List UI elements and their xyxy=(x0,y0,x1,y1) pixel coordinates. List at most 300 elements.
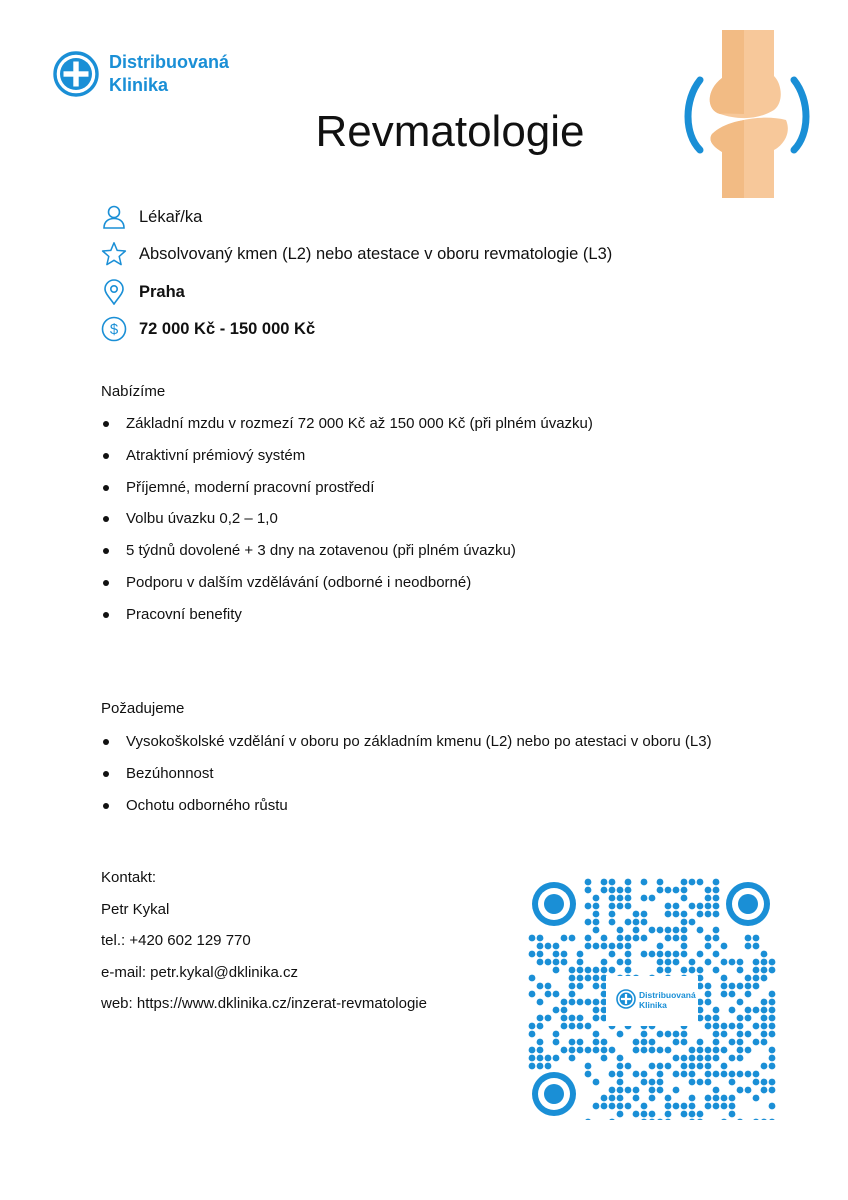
qr-module xyxy=(705,1095,712,1102)
qr-module xyxy=(673,1039,680,1046)
qr-module xyxy=(705,935,712,942)
qr-module xyxy=(625,935,632,942)
qr-module xyxy=(585,919,592,926)
qr-module xyxy=(641,1039,648,1046)
qr-module xyxy=(569,991,576,998)
qr-module xyxy=(609,1047,616,1054)
qr-module xyxy=(625,943,632,950)
qr-module xyxy=(569,1055,576,1062)
qr-module xyxy=(753,959,760,966)
qr-module xyxy=(665,1111,672,1118)
list-item: Bezúhonnost xyxy=(101,765,712,797)
qr-module xyxy=(681,919,688,926)
qr-module xyxy=(561,999,568,1006)
qr-module xyxy=(681,1055,688,1062)
qr-module xyxy=(665,927,672,934)
qr-module xyxy=(697,1079,704,1086)
qr-module xyxy=(633,1087,640,1094)
qr-module xyxy=(737,1039,744,1046)
qr-module xyxy=(577,1047,584,1054)
qr-module xyxy=(593,1103,600,1110)
qr-module xyxy=(641,879,648,886)
qr-module xyxy=(561,959,568,966)
qr-module xyxy=(585,999,592,1006)
qr-module xyxy=(713,887,720,894)
qr-module xyxy=(713,879,720,886)
qr-module xyxy=(537,1039,544,1046)
qr-module xyxy=(713,1039,720,1046)
qr-module xyxy=(665,887,672,894)
qr-module xyxy=(745,1015,752,1022)
qr-module xyxy=(601,879,608,886)
qr-module xyxy=(729,1007,736,1014)
qr-module xyxy=(617,959,624,966)
qualification-row xyxy=(101,240,612,268)
qr-module xyxy=(617,1087,624,1094)
qr-module xyxy=(753,1007,760,1014)
qr-module xyxy=(673,1087,680,1094)
qr-module xyxy=(569,983,576,990)
qr-module xyxy=(561,1007,568,1014)
qr-module xyxy=(729,1095,736,1102)
qr-module xyxy=(681,1039,688,1046)
qr-module xyxy=(601,935,608,942)
clinic-cross-icon xyxy=(52,50,100,98)
location-text: Praha xyxy=(139,282,185,301)
qr-module xyxy=(609,919,616,926)
qr-module xyxy=(593,927,600,934)
qr-module xyxy=(609,903,616,910)
qr-module xyxy=(569,1023,576,1030)
qr-module xyxy=(641,1119,648,1120)
qr-module xyxy=(585,935,592,942)
contact-web[interactable]: web: https://www.dklinika.cz/inzerat-revmatologie xyxy=(101,995,427,1012)
qr-module xyxy=(561,935,568,942)
qr-module xyxy=(641,919,648,926)
qr-module xyxy=(761,1015,768,1022)
qr-module xyxy=(673,887,680,894)
qr-module xyxy=(705,911,712,918)
dollar-icon xyxy=(101,316,127,342)
qr-module xyxy=(689,959,696,966)
qr-module xyxy=(769,1119,776,1120)
qr-module xyxy=(753,983,760,990)
qr-module xyxy=(745,1087,752,1094)
qr-module xyxy=(545,1015,552,1022)
qr-module xyxy=(713,1015,720,1022)
qr-module xyxy=(561,951,568,958)
qr-module xyxy=(713,1023,720,1030)
qr-module xyxy=(577,975,584,982)
qr-module xyxy=(713,1103,720,1110)
qr-module xyxy=(697,1047,704,1054)
qr-module xyxy=(713,1087,720,1094)
qr-module xyxy=(625,1087,632,1094)
qr-module xyxy=(761,959,768,966)
qr-module xyxy=(745,1047,752,1054)
qr-module xyxy=(537,1023,544,1030)
qr-module xyxy=(545,1063,552,1070)
qr-module xyxy=(721,983,728,990)
qr-module xyxy=(577,983,584,990)
qr-module xyxy=(713,1095,720,1102)
qr-module xyxy=(713,967,720,974)
qr-center-label-line1: Distribuovaná xyxy=(639,990,696,1000)
qr-module xyxy=(705,1047,712,1054)
qr-module xyxy=(753,1023,760,1030)
qr-module xyxy=(609,1103,616,1110)
qr-module xyxy=(769,1047,776,1054)
qr-module xyxy=(657,879,664,886)
qr-module xyxy=(657,967,664,974)
qr-module xyxy=(737,1055,744,1062)
qr-module xyxy=(769,1055,776,1062)
qr-module xyxy=(713,927,720,934)
qr-module xyxy=(761,1119,768,1120)
qr-module xyxy=(601,1055,608,1062)
qr-module xyxy=(673,959,680,966)
qr-module xyxy=(625,1063,632,1070)
qr-module xyxy=(769,1103,776,1110)
qr-module xyxy=(713,911,720,918)
qr-module xyxy=(713,1031,720,1038)
qr-module xyxy=(593,903,600,910)
qr-module xyxy=(761,1023,768,1030)
qr-module xyxy=(665,967,672,974)
qr-module xyxy=(657,1047,664,1054)
qr-code[interactable] xyxy=(528,878,776,1120)
qr-module xyxy=(657,887,664,894)
qr-module xyxy=(593,983,600,990)
qr-module xyxy=(769,1007,776,1014)
qr-module xyxy=(761,1039,768,1046)
qr-module xyxy=(609,943,616,950)
qr-module xyxy=(761,999,768,1006)
requirements-heading: Požadujeme xyxy=(101,700,185,717)
qr-module xyxy=(585,1119,592,1120)
qr-module xyxy=(673,1103,680,1110)
qr-module xyxy=(681,1031,688,1038)
qr-module xyxy=(697,879,704,886)
qr-module xyxy=(705,903,712,910)
qr-module xyxy=(705,1015,712,1022)
qr-module xyxy=(697,911,704,918)
qr-module xyxy=(577,951,584,958)
qr-module xyxy=(529,951,536,958)
qr-module xyxy=(561,1023,568,1030)
qr-module xyxy=(617,1031,624,1038)
brand-name-line1: Distribuovaná xyxy=(109,52,230,72)
qr-module xyxy=(585,943,592,950)
qr-module xyxy=(721,975,728,982)
qr-module xyxy=(665,959,672,966)
qr-module xyxy=(649,1111,656,1118)
qr-module xyxy=(737,1087,744,1094)
qr-module xyxy=(649,1119,656,1120)
qr-module xyxy=(593,911,600,918)
qr-module xyxy=(745,991,752,998)
qr-module xyxy=(633,1071,640,1078)
star-icon xyxy=(101,241,127,267)
qr-module xyxy=(673,1055,680,1062)
qr-module xyxy=(761,1007,768,1014)
qr-module xyxy=(689,879,696,886)
qr-module xyxy=(625,887,632,894)
qr-module xyxy=(697,1111,704,1118)
qr-module xyxy=(537,1015,544,1022)
brand-name-line2: Klinika xyxy=(109,75,169,95)
qr-module xyxy=(593,943,600,950)
qr-module xyxy=(665,1095,672,1102)
qr-module xyxy=(537,1063,544,1070)
qr-module xyxy=(617,895,624,902)
qr-module xyxy=(713,895,720,902)
qr-module xyxy=(577,1039,584,1046)
qr-module xyxy=(537,959,544,966)
qr-module xyxy=(545,959,552,966)
qr-module xyxy=(649,1047,656,1054)
qr-module xyxy=(761,1063,768,1070)
contact-email[interactable]: e-mail: petr.kykal@dklinika.cz xyxy=(101,963,298,981)
qr-module xyxy=(633,1095,640,1102)
qr-module xyxy=(753,943,760,950)
qr-module xyxy=(537,999,544,1006)
qr-module xyxy=(601,967,608,974)
qr-module xyxy=(609,1071,616,1078)
qr-module xyxy=(601,1039,608,1046)
qr-module xyxy=(737,959,744,966)
qr-module xyxy=(633,919,640,926)
list-item: Základní mzdu v rozmezí 72 000 Kč až 150 000 Kč (při plném úvazku) xyxy=(101,415,593,447)
list-item: Volbu úvazku 0,2 – 1,0 xyxy=(101,510,593,542)
qr-module xyxy=(625,967,632,974)
list-item: Vysokoškolské vzdělání v oboru po základním kmenu (L2) nebo po atestaci v oboru (L3) xyxy=(101,733,712,765)
qr-module xyxy=(721,1023,728,1030)
role-row xyxy=(101,203,202,231)
qr-module xyxy=(545,991,552,998)
qr-module xyxy=(737,1071,744,1078)
qr-module xyxy=(657,943,664,950)
qr-module xyxy=(529,1063,536,1070)
qr-module xyxy=(657,1079,664,1086)
list-item: Příjemné, moderní pracovní prostředí xyxy=(101,479,593,511)
qr-module xyxy=(609,1119,616,1120)
qr-module xyxy=(737,1023,744,1030)
qr-module xyxy=(705,991,712,998)
qr-module xyxy=(769,1063,776,1070)
qr-module xyxy=(601,887,608,894)
requirements-list xyxy=(101,733,712,828)
qr-module xyxy=(665,1047,672,1054)
qr-module xyxy=(625,951,632,958)
offer-list xyxy=(101,415,593,638)
qr-finder-top-left xyxy=(532,882,576,926)
qr-module xyxy=(537,983,544,990)
qr-module xyxy=(569,967,576,974)
qr-module xyxy=(641,1103,648,1110)
qr-module xyxy=(681,1071,688,1078)
qr-module xyxy=(657,927,664,934)
qr-module xyxy=(529,975,536,982)
qr-module xyxy=(657,1071,664,1078)
qr-module xyxy=(593,975,600,982)
qr-module xyxy=(753,1095,760,1102)
brand-logo xyxy=(52,50,229,98)
qr-module xyxy=(665,935,672,942)
qr-module xyxy=(729,1111,736,1118)
qr-module xyxy=(569,1015,576,1022)
qr-module xyxy=(689,1079,696,1086)
qr-module xyxy=(729,983,736,990)
qr-module xyxy=(737,1031,744,1038)
qr-module xyxy=(617,1071,624,1078)
qr-module xyxy=(593,895,600,902)
qr-module xyxy=(617,1079,624,1086)
qr-module xyxy=(745,975,752,982)
qr-module xyxy=(705,999,712,1006)
qr-module xyxy=(633,927,640,934)
qr-module xyxy=(649,927,656,934)
qr-module xyxy=(697,1119,704,1120)
qr-center-logo-icon xyxy=(617,990,635,1008)
qr-module xyxy=(737,999,744,1006)
page-title: Revmatologie xyxy=(315,107,585,156)
qr-module xyxy=(625,895,632,902)
qr-module xyxy=(537,943,544,950)
qr-module xyxy=(713,903,720,910)
qr-module xyxy=(769,999,776,1006)
qr-module xyxy=(689,1071,696,1078)
qr-module xyxy=(665,1031,672,1038)
contact-block xyxy=(101,868,427,1026)
qr-module xyxy=(697,1055,704,1062)
qr-module xyxy=(529,1031,536,1038)
qr-module xyxy=(761,967,768,974)
qr-module xyxy=(753,967,760,974)
qr-module xyxy=(713,1007,720,1014)
qr-module xyxy=(649,1039,656,1046)
qr-module xyxy=(705,959,712,966)
qr-module xyxy=(633,1047,640,1054)
qr-module xyxy=(529,991,536,998)
qr-module xyxy=(657,959,664,966)
list-item: Atraktivní prémiový systém xyxy=(101,447,593,479)
qr-module xyxy=(681,1063,688,1070)
qr-module xyxy=(641,911,648,918)
qr-module xyxy=(721,959,728,966)
qr-module xyxy=(713,935,720,942)
qr-module xyxy=(665,903,672,910)
qr-module xyxy=(689,1047,696,1054)
qr-module xyxy=(761,975,768,982)
qr-module xyxy=(761,1031,768,1038)
qr-module xyxy=(529,935,536,942)
qr-module xyxy=(657,1119,664,1120)
qr-module xyxy=(681,1103,688,1110)
qr-module xyxy=(609,895,616,902)
qr-module xyxy=(729,1039,736,1046)
qr-module xyxy=(641,1079,648,1086)
qr-module xyxy=(729,1023,736,1030)
qr-module xyxy=(753,975,760,982)
qr-module xyxy=(649,951,656,958)
qr-module xyxy=(689,903,696,910)
qr-module xyxy=(649,1087,656,1094)
qr-module xyxy=(673,1031,680,1038)
qr-module xyxy=(769,967,776,974)
qr-module xyxy=(705,1071,712,1078)
qr-module xyxy=(721,991,728,998)
qr-module xyxy=(617,903,624,910)
qr-module xyxy=(617,927,624,934)
location-pin-icon xyxy=(101,279,127,305)
qr-module xyxy=(769,1079,776,1086)
qr-module xyxy=(681,895,688,902)
qr-module xyxy=(577,967,584,974)
qr-module xyxy=(729,991,736,998)
qr-module xyxy=(761,1087,768,1094)
qr-module xyxy=(681,911,688,918)
qr-module xyxy=(689,1063,696,1070)
contact-name: Petr Kykal xyxy=(101,900,170,918)
qr-module xyxy=(609,879,616,886)
qr-module xyxy=(585,975,592,982)
salary-row xyxy=(101,315,315,343)
qr-module xyxy=(537,1047,544,1054)
qr-module xyxy=(569,975,576,982)
qr-module xyxy=(657,951,664,958)
qr-module xyxy=(577,1015,584,1022)
qr-module xyxy=(721,1103,728,1110)
qr-module xyxy=(633,1111,640,1118)
qr-module xyxy=(713,1047,720,1054)
qr-module xyxy=(729,1103,736,1110)
qr-module xyxy=(601,1095,608,1102)
qr-module xyxy=(585,1071,592,1078)
qr-module xyxy=(609,911,616,918)
qr-module xyxy=(537,951,544,958)
qr-module xyxy=(593,919,600,926)
qr-module xyxy=(689,1095,696,1102)
qr-module xyxy=(617,887,624,894)
qr-module xyxy=(593,999,600,1006)
qr-module xyxy=(657,1063,664,1070)
qr-module xyxy=(593,1079,600,1086)
qr-module xyxy=(577,959,584,966)
qr-module xyxy=(665,1063,672,1070)
qr-module xyxy=(609,1087,616,1094)
qr-module xyxy=(593,967,600,974)
salary-text: 72 000 Kč - 150 000 Kč xyxy=(139,319,316,338)
contact-phone[interactable]: tel.: +420 602 129 770 xyxy=(101,932,251,949)
qr-module xyxy=(665,951,672,958)
qr-module xyxy=(577,1023,584,1030)
qr-module xyxy=(745,943,752,950)
qr-module xyxy=(713,1055,720,1062)
qr-module xyxy=(569,1039,576,1046)
qr-module xyxy=(601,1047,608,1054)
qr-module xyxy=(601,943,608,950)
qr-module xyxy=(705,887,712,894)
qr-module xyxy=(745,1031,752,1038)
qr-module xyxy=(585,967,592,974)
qr-module xyxy=(553,1055,560,1062)
qr-module xyxy=(601,1103,608,1110)
qr-module xyxy=(569,1047,576,1054)
qr-module xyxy=(545,1055,552,1062)
qr-module xyxy=(553,1031,560,1038)
qr-module xyxy=(673,927,680,934)
